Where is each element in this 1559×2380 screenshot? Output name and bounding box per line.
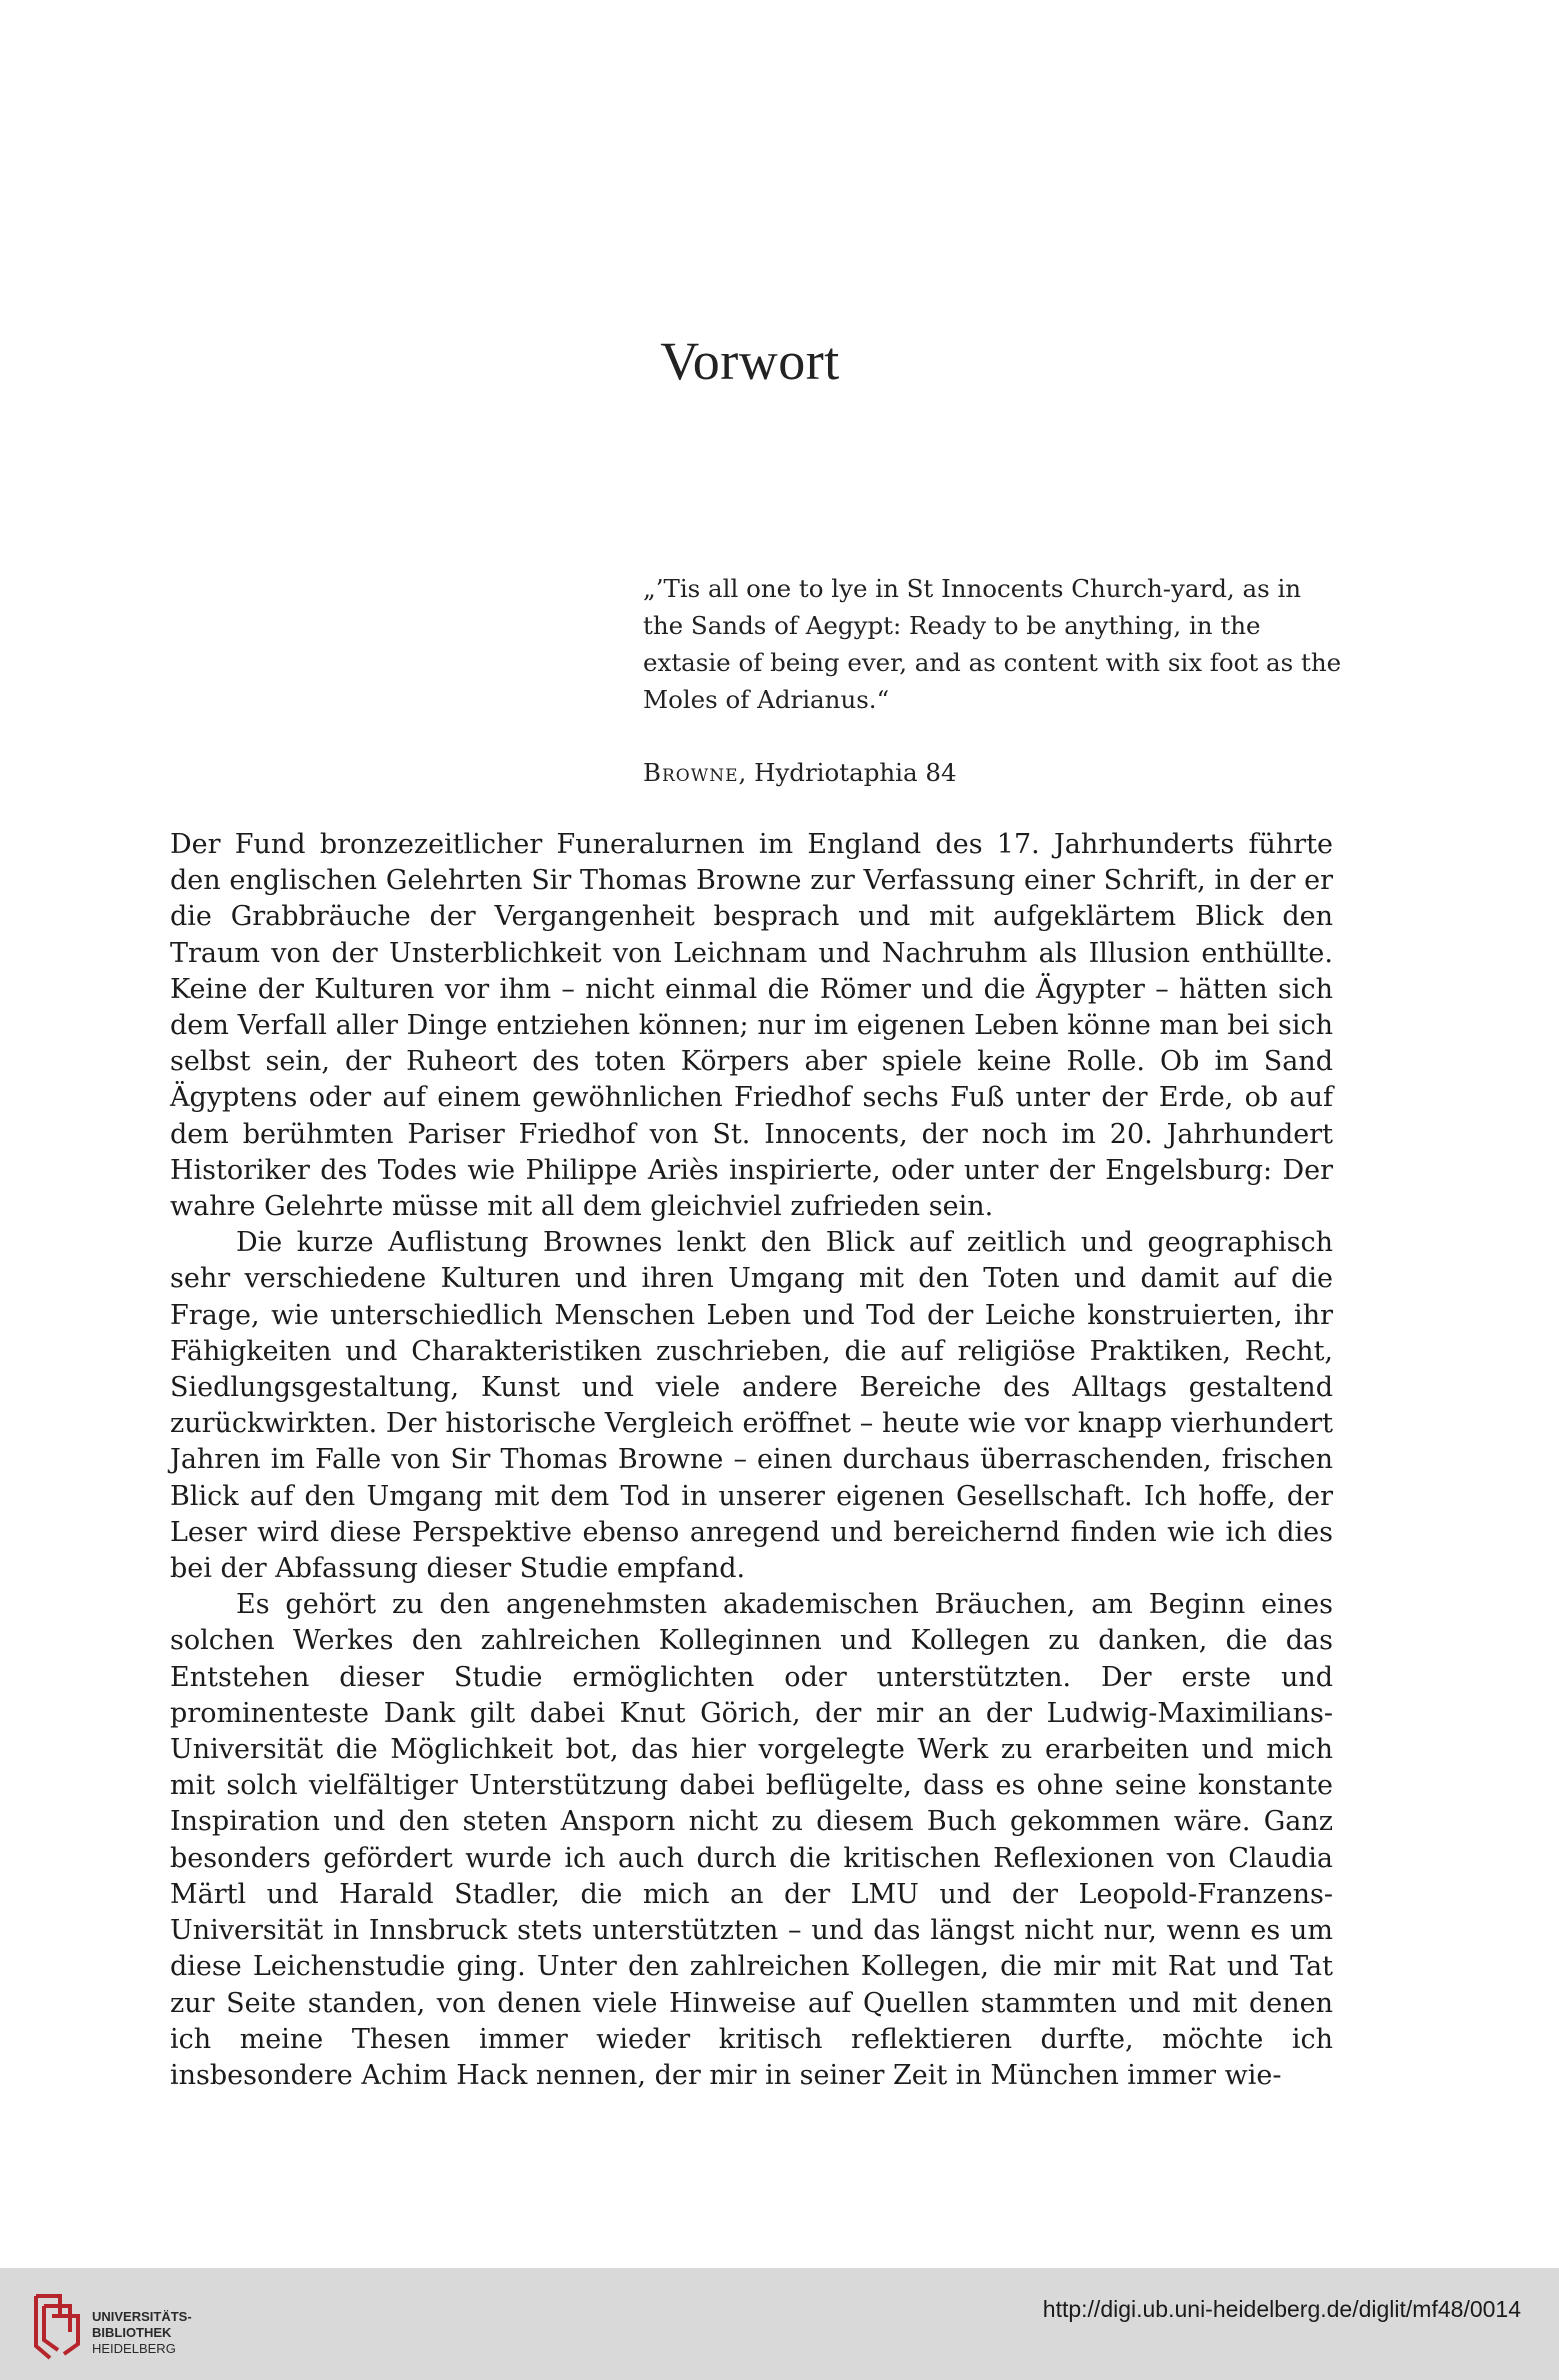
- paragraph: Die kurze Auflistung Brownes lenkt den Blick auf zeitlich und geographisch sehr verschiedene Kulturen und ihren Umgang mit den Toten und damit auf die Frage, wie unterschiedlich Menschen Leben und Tod der Leiche konstruierten, ihr Fähigkeiten und Charakteristiken zuschrieben, die auf religiöse Praktiken, Recht, Siedlungsgestaltung, Kunst und viele andere Bereiche des Alltags gestaltend zurückwirkten. Der historische Vergleich eröffnet – heute wie vor knapp vierhundert Jahren im Falle von Sir Thomas Browne – einen durchaus überraschenden, frischen Blick auf den Umgang mit dem Tod in unserer eigenen Gesellschaft. Ich hoffe, der Leser wird diese Perspektive ebenso anregend und bereichernd finden wie ich dies bei der Abfassung dieser Studie empfand.: [170, 1227, 1333, 1585]
- library-name: [92, 2309, 192, 2357]
- ub-heidelberg-logo-icon: [30, 2288, 86, 2363]
- body-text: [170, 827, 1333, 2094]
- epigraph-quote: „’Tis all one to lye in St Innocents Church-yard, as in the Sands of Aegypt: Ready to be anything, in the extasie of being ever, and as content with six foot as the Moles of Adrianus.“: [643, 574, 1342, 714]
- chapter-title: Vorwort: [660, 331, 840, 391]
- library-name-line2: BIBLIOTHEK: [92, 2325, 172, 2340]
- source-url-link[interactable]: http://digi.ub.uni-heidelberg.de/diglit/mf48/0014: [1042, 2296, 1521, 2322]
- epigraph-source: [643, 758, 957, 787]
- paragraph: Der Fund bronzezeitlicher Funeralurnen im England des 17. Jahrhunderts führte den englischen Gelehrten Sir Thomas Browne zur Verfassung einer Schrift, in der er die Grabbräuche der Vergangenheit besprach und mit aufgeklärtem Blick den Traum von der Unsterblichkeit von Leichnam und Nachruhm als Illusion enthüllte. Keine der Kulturen vor ihm – nicht einmal die Römer und die Ägypter – hätten sich dem Verfall aller Dinge entziehen können; nur im eigenen Leben könne man bei sich selbst sein, der Ruheort des toten Körpers aber spiele keine Rolle. Ob im Sand Ägyptens oder auf einem gewöhnlichen Friedhof sechs Fuß unter der Erde, ob auf dem berühmten Pariser Friedhof von St. Innocents, der noch im 20. Jahrhundert Historiker des Todes wie Philippe Ariès inspirierte, oder unter der Engelsburg: Der wahre Gelehrte müsse mit all dem gleichviel zufrieden sein.: [170, 829, 1333, 1223]
- library-logo[interactable]: [30, 2288, 220, 2363]
- paragraph: Es gehört zu den angenehmsten akademischen Bräuchen, am Beginn eines solchen Werkes den zahlreichen Kolleginnen und Kollegen zu danken, die das Entstehen dieser Studie ermöglichten oder unterstützten. Der erste und prominenteste Dank gilt dabei Knut Görich, der mir an der Ludwig-Maximilians-Universität die Möglichkeit bot, das hier vorgelegte Werk zu erarbeiten und mich mit solch vielfältiger Unterstützung dabei beflügelte, dass es ohne seine konstante Inspiration und den steten Ansporn nicht zu diesem Buch gekommen wäre. Ganz besonders gefördert wurde ich auch durch die kritischen Reflexionen von Claudia Märtl und Harald Stadler, die mich an der LMU und der Leopold-Franzens-Universität in Innsbruck stets unterstützten – und das längst nicht nur, wenn es um diese Leichenstudie ging. Unter den zahlreichen Kollegen, die mir mit Rat und Tat zur Seite standen, von denen viele Hinweise auf Quellen stammten und mit denen ich meine Thesen immer wieder kritisch reflektieren durfte, möchte ich insbesondere Achim Hack nennen, der mir in seiner Zeit in München immer wie-: [170, 1589, 1333, 2091]
- epigraph-author: Browne: [643, 758, 739, 787]
- epigraph-work: , Hydriotaphia 84: [738, 758, 957, 787]
- library-name-line3: HEIDELBERG: [92, 2341, 176, 2356]
- library-name-line1: UNIVERSITÄTS-: [92, 2309, 192, 2324]
- footer-bar: [0, 2268, 1559, 2380]
- epigraph: [643, 570, 1343, 718]
